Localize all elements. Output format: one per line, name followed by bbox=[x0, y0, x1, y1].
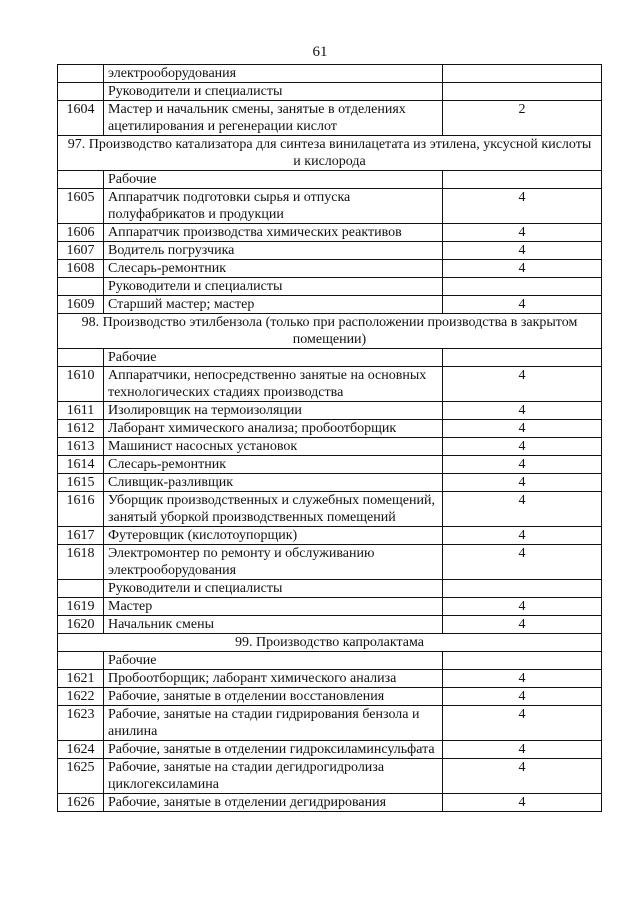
row-value: 4 bbox=[443, 474, 602, 492]
row-number: 1605 bbox=[58, 189, 104, 224]
row-number: 1626 bbox=[58, 794, 104, 812]
row-value bbox=[443, 349, 602, 367]
row-value: 4 bbox=[443, 296, 602, 314]
row-value: 4 bbox=[443, 545, 602, 580]
row-number bbox=[58, 652, 104, 670]
table-row bbox=[58, 420, 602, 438]
profession-name: электрооборудования bbox=[104, 65, 443, 83]
table-row bbox=[58, 402, 602, 420]
row-value: 2 bbox=[443, 101, 602, 136]
profession-name: Машинист насосных установок bbox=[104, 438, 443, 456]
profession-name: Рабочие bbox=[104, 349, 443, 367]
row-number: 1613 bbox=[58, 438, 104, 456]
row-value: 4 bbox=[443, 794, 602, 812]
row-number: 1622 bbox=[58, 688, 104, 706]
table-row bbox=[58, 349, 602, 367]
row-number: 1619 bbox=[58, 598, 104, 616]
profession-name: Аппаратчики, непосредственно занятые на основных технологических стадиях производства bbox=[104, 367, 443, 402]
table-row bbox=[58, 260, 602, 278]
profession-name: Руководители и специалисты bbox=[104, 278, 443, 296]
row-value: 4 bbox=[443, 242, 602, 260]
row-value: 4 bbox=[443, 420, 602, 438]
row-value: 4 bbox=[443, 402, 602, 420]
profession-name: Рабочие bbox=[104, 652, 443, 670]
row-number: 1609 bbox=[58, 296, 104, 314]
table-row bbox=[58, 189, 602, 224]
row-number: 1617 bbox=[58, 527, 104, 545]
section-heading: 98. Производство этилбензола (только при расположении производства в закрытом помещении) bbox=[58, 314, 602, 349]
row-value bbox=[443, 652, 602, 670]
row-number: 1623 bbox=[58, 706, 104, 741]
table-row bbox=[58, 741, 602, 759]
profession-name: Мастер и начальник смены, занятые в отделениях ацетилирования и регенерации кислот bbox=[104, 101, 443, 136]
table-row bbox=[58, 278, 602, 296]
row-number: 1608 bbox=[58, 260, 104, 278]
row-value bbox=[443, 65, 602, 83]
row-number bbox=[58, 349, 104, 367]
profession-name: Старший мастер; мастер bbox=[104, 296, 443, 314]
profession-name: Рабочие, занятые в отделении дегидрирования bbox=[104, 794, 443, 812]
profession-name: Руководители и специалисты bbox=[104, 580, 443, 598]
table-row bbox=[58, 616, 602, 634]
profession-name: Рабочие, занятые в отделении гидроксиламинсульфата bbox=[104, 741, 443, 759]
row-value: 4 bbox=[443, 367, 602, 402]
row-value: 4 bbox=[443, 189, 602, 224]
row-number: 1604 bbox=[58, 101, 104, 136]
row-number: 1624 bbox=[58, 741, 104, 759]
table-row bbox=[58, 224, 602, 242]
table-row bbox=[58, 101, 602, 136]
table-row bbox=[58, 171, 602, 189]
row-value: 4 bbox=[443, 741, 602, 759]
table-row bbox=[58, 706, 602, 741]
profession-name: Пробоотборщик; лаборант химического анализа bbox=[104, 670, 443, 688]
profession-name: Изолировщик на термоизоляции bbox=[104, 402, 443, 420]
row-number bbox=[58, 580, 104, 598]
row-value bbox=[443, 278, 602, 296]
row-number: 1610 bbox=[58, 367, 104, 402]
profession-name: Сливщик-разливщик bbox=[104, 474, 443, 492]
table-row bbox=[58, 527, 602, 545]
row-number bbox=[58, 278, 104, 296]
profession-name: Рабочие bbox=[104, 171, 443, 189]
table-row bbox=[58, 367, 602, 402]
table-row bbox=[58, 474, 602, 492]
row-value: 4 bbox=[443, 260, 602, 278]
table-row bbox=[58, 580, 602, 598]
row-value: 4 bbox=[443, 616, 602, 634]
profession-name: Мастер bbox=[104, 598, 443, 616]
page-number: 61 bbox=[312, 44, 328, 60]
row-value bbox=[443, 171, 602, 189]
row-value: 4 bbox=[443, 759, 602, 794]
table-row bbox=[58, 438, 602, 456]
profession-name: Аппаратчик подготовки сырья и отпуска полуфабрикатов и продукции bbox=[104, 189, 443, 224]
row-number: 1625 bbox=[58, 759, 104, 794]
row-number: 1616 bbox=[58, 492, 104, 527]
row-number bbox=[58, 171, 104, 189]
table-row bbox=[58, 759, 602, 794]
row-value: 4 bbox=[443, 438, 602, 456]
table-row bbox=[58, 296, 602, 314]
row-value bbox=[443, 83, 602, 101]
row-number: 1621 bbox=[58, 670, 104, 688]
profession-name: Лаборант химического анализа; пробоотборщик bbox=[104, 420, 443, 438]
section-heading-row bbox=[58, 634, 602, 652]
row-value: 4 bbox=[443, 527, 602, 545]
row-number: 1612 bbox=[58, 420, 104, 438]
row-number bbox=[58, 65, 104, 83]
section-heading-row bbox=[58, 314, 602, 349]
table-row bbox=[58, 670, 602, 688]
profession-name: Рабочие, занятые в отделении восстановления bbox=[104, 688, 443, 706]
profession-name: Водитель погрузчика bbox=[104, 242, 443, 260]
row-value bbox=[443, 580, 602, 598]
row-value: 4 bbox=[443, 492, 602, 527]
profession-name: Уборщик производственных и служебных помещений, занятый уборкой производственных помещений bbox=[104, 492, 443, 527]
section-heading-row bbox=[58, 136, 602, 171]
section-heading: 97. Производство катализатора для синтеза винилацетата из этилена, уксусной кислоты и кислорода bbox=[58, 136, 602, 171]
row-number bbox=[58, 83, 104, 101]
section-heading: 99. Производство капролактама bbox=[58, 634, 602, 652]
row-value: 4 bbox=[443, 670, 602, 688]
row-value: 4 bbox=[443, 456, 602, 474]
profession-name: Футеровщик (кислотоупорщик) bbox=[104, 527, 443, 545]
table-row bbox=[58, 688, 602, 706]
row-number: 1618 bbox=[58, 545, 104, 580]
table-row bbox=[58, 83, 602, 101]
profession-name: Аппаратчик производства химических реактивов bbox=[104, 224, 443, 242]
row-number: 1611 bbox=[58, 402, 104, 420]
profession-name: Руководители и специалисты bbox=[104, 83, 443, 101]
row-number: 1607 bbox=[58, 242, 104, 260]
row-number: 1620 bbox=[58, 616, 104, 634]
row-value: 4 bbox=[443, 706, 602, 741]
table-row bbox=[58, 65, 602, 83]
row-value: 4 bbox=[443, 688, 602, 706]
table-row bbox=[58, 652, 602, 670]
profession-table bbox=[57, 64, 602, 812]
table-row bbox=[58, 794, 602, 812]
row-value: 4 bbox=[443, 598, 602, 616]
profession-name: Слесарь-ремонтник bbox=[104, 456, 443, 474]
table-body bbox=[58, 65, 602, 812]
table-row bbox=[58, 456, 602, 474]
row-number: 1615 bbox=[58, 474, 104, 492]
profession-name: Начальник смены bbox=[104, 616, 443, 634]
table-row bbox=[58, 492, 602, 527]
row-value: 4 bbox=[443, 224, 602, 242]
row-number: 1606 bbox=[58, 224, 104, 242]
profession-name: Слесарь-ремонтник bbox=[104, 260, 443, 278]
profession-name: Электромонтер по ремонту и обслуживанию электрооборудования bbox=[104, 545, 443, 580]
table-row bbox=[58, 598, 602, 616]
row-number: 1614 bbox=[58, 456, 104, 474]
table-row bbox=[58, 242, 602, 260]
table-row bbox=[58, 545, 602, 580]
profession-name: Рабочие, занятые на стадии дегидрогидролиза циклогексиламина bbox=[104, 759, 443, 794]
profession-name: Рабочие, занятые на стадии гидрирования бензола и анилина bbox=[104, 706, 443, 741]
